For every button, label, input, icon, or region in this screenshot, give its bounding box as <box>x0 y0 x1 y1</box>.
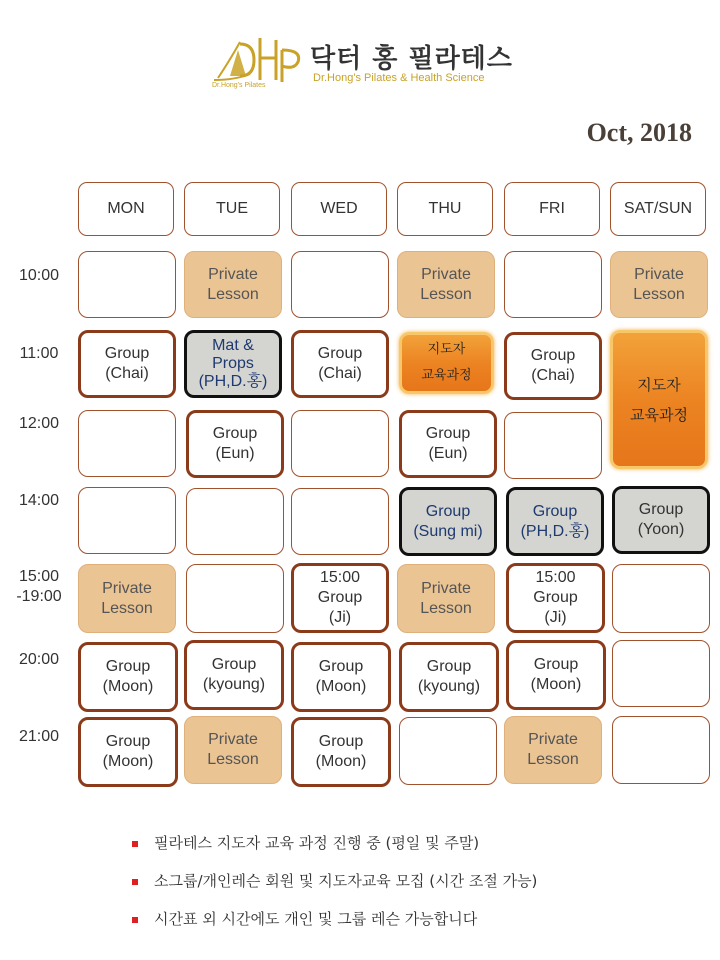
note-text: 시간표 외 시간에도 개인 및 그룹 레슨 가능합니다 <box>154 910 478 928</box>
slot-wed-1200 <box>291 410 389 477</box>
note-item <box>130 870 537 908</box>
time-label-1100: 11:00 <box>19 345 59 362</box>
slot-satsun-2000 <box>612 640 710 707</box>
slot-mon-1100: Group (Chai) <box>78 330 176 398</box>
note-text: 소그룹/개인레슨 회원 및 지도자교육 모집 (시간 조절 가능) <box>154 872 538 890</box>
slot-fri-2100: Private Lesson <box>504 716 602 784</box>
slot-satsun-1400: Group (Yoon) <box>612 486 710 554</box>
slot-tue-1500 <box>186 564 284 633</box>
month-title: Oct, 2018 <box>586 118 692 147</box>
time-label-1500-1900: 15:00 -19:00 <box>16 568 62 605</box>
slot-tue-1000: Private Lesson <box>184 251 282 318</box>
slot-wed-1500: 15:00 Group (Ji) <box>291 563 389 633</box>
slot-wed-2000: Group (Moon) <box>291 642 391 712</box>
slot-thu-2100 <box>399 717 497 785</box>
slot-thu-1500: Private Lesson <box>397 564 495 633</box>
note-item <box>130 832 537 870</box>
brand-name-english: Dr.Hong's Pilates & Health Science <box>313 72 485 84</box>
slot-mon-2100: Group (Moon) <box>78 717 178 787</box>
slot-wed-1000 <box>291 251 389 318</box>
slot-fri-2000: Group (Moon) <box>506 640 606 710</box>
slot-thu-1200: Group (Eun) <box>399 410 497 478</box>
time-label-1200: 12:00 <box>18 415 60 432</box>
slot-wed-2100: Group (Moon) <box>291 717 391 787</box>
slot-tue-1100: Mat & Props (PH,D.홍) <box>184 330 282 398</box>
slot-mon-1200 <box>78 410 176 477</box>
note-text: 필라테스 지도자 교육 과정 진행 중 (평일 및 주말) <box>154 834 480 852</box>
day-header-fri: FRI <box>504 182 600 236</box>
note-item <box>130 908 537 946</box>
time-label-2100: 21:00 <box>18 728 60 745</box>
slot-tue-1400 <box>186 488 284 555</box>
notes-list <box>130 832 537 946</box>
slot-thu-1100: 지도자 교육과정 <box>399 332 494 394</box>
day-header-wed: WED <box>291 182 387 236</box>
slot-fri-1200 <box>504 412 602 479</box>
slot-fri-1400: Group (PH,D.홍) <box>506 487 604 556</box>
slot-thu-1000: Private Lesson <box>397 251 495 318</box>
slot-fri-1500: 15:00 Group (Ji) <box>506 563 605 633</box>
slot-fri-1100: Group (Chai) <box>504 332 602 400</box>
time-label-2000: 20:00 <box>18 651 60 668</box>
slot-thu-1400: Group (Sung mi) <box>399 487 497 556</box>
day-header-tue: TUE <box>184 182 280 236</box>
logo-caption: Dr.Hong's Pilates <box>212 82 266 89</box>
slot-wed-1400 <box>291 488 389 555</box>
slot-fri-1000 <box>504 251 602 318</box>
slot-mon-1500: Private Lesson <box>78 564 176 633</box>
slot-satsun-1100: 지도자 교육과정 <box>610 330 708 469</box>
slot-mon-1400 <box>78 487 176 554</box>
time-label-1000: 10:00 <box>18 267 60 284</box>
brand-name-korean: 닥터 홍 필라테스 <box>310 44 513 74</box>
bullet-square-icon <box>132 917 138 923</box>
bullet-square-icon <box>132 879 138 885</box>
slot-wed-1100: Group (Chai) <box>291 330 389 398</box>
slot-tue-1200: Group (Eun) <box>186 410 284 478</box>
day-header-satsun: SAT/SUN <box>610 182 706 236</box>
slot-thu-2000: Group (kyoung) <box>399 642 499 712</box>
slot-satsun-1000: Private Lesson <box>610 251 708 318</box>
slot-tue-2000: Group (kyoung) <box>184 640 284 710</box>
day-header-mon: MON <box>78 182 174 236</box>
brand-logo <box>210 30 513 100</box>
slot-satsun-2100 <box>612 716 710 784</box>
slot-mon-2000: Group (Moon) <box>78 642 178 712</box>
slot-satsun-1500 <box>612 564 710 633</box>
slot-mon-1000 <box>78 251 176 318</box>
time-label-1400: 14:00 <box>18 492 60 509</box>
bullet-square-icon <box>132 841 138 847</box>
day-header-thu: THU <box>397 182 493 236</box>
slot-tue-2100: Private Lesson <box>184 716 282 784</box>
